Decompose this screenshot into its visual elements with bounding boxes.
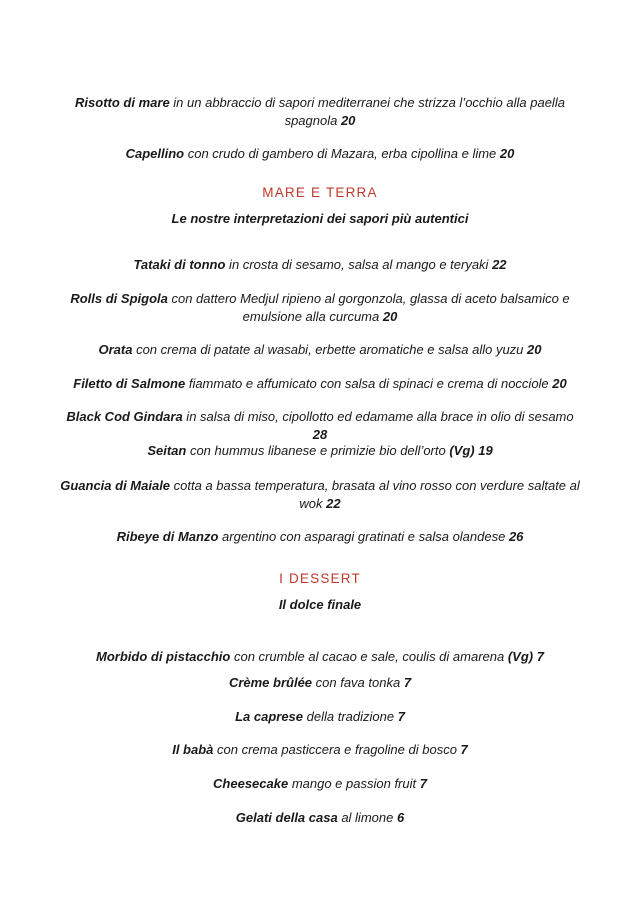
dish-price: 20: [499, 146, 515, 161]
dish-name: Black Cod Gindara: [66, 409, 183, 424]
dish-description: in crosta di sesamo, salsa al mango e teryaki: [225, 257, 493, 272]
section-subtitle-dessert: Il dolce finale: [278, 597, 362, 612]
dish-name: Guancia di Maiale: [60, 478, 171, 493]
dish-name: Gelati della casa: [235, 810, 338, 825]
dish-name: Tataki di tonno: [133, 257, 226, 272]
menu-item: [60, 145, 580, 163]
dish-name: Seitan: [147, 443, 187, 458]
dish-price: 22: [492, 257, 507, 272]
section-heading-mare-terra: MARE E TERRA: [262, 185, 378, 200]
dish-price: 20: [382, 309, 398, 324]
dish-description: al limone: [337, 810, 397, 825]
dish-description: argentino con asparagi gratinati e salsa olandese: [218, 529, 509, 544]
menu-item: [60, 256, 580, 274]
dish-description: con crema di patate al wasabi, erbette aromatiche e salsa allo yuzu: [132, 342, 528, 357]
menu-item: [60, 341, 580, 359]
dish-price: 28: [312, 427, 328, 442]
dish-name: Crème brûlée: [228, 675, 313, 690]
dish-description: in salsa di miso, cipollotto ed edamame alla brace in olio di sesamo: [182, 409, 574, 424]
dish-description: della tradizione: [303, 709, 398, 724]
dish-price: 6: [396, 810, 405, 825]
section-heading-dessert: I DESSERT: [279, 571, 361, 586]
dish-description: in un abbraccio di sapori mediterranei che strizza l’occhio alla paella spagnola: [169, 95, 565, 128]
menu-item: [60, 528, 580, 546]
dish-name: Ribeye di Manzo: [116, 529, 219, 544]
menu-item: [60, 648, 580, 666]
dish-description: con fava tonka: [312, 675, 404, 690]
dish-price: 7: [397, 709, 405, 724]
section-subtitle-mare-terra: Le nostre interpretazioni dei sapori più autentici: [171, 211, 469, 226]
dish-description: cotta a bassa temperatura, brasata al vino rosso con verdure saltate al wok: [170, 478, 580, 511]
dish-name: Filetto di Salmone: [73, 376, 186, 391]
menu-item: [60, 708, 580, 726]
dish-description: con crudo di gambero di Mazara, erba cipollina e lime: [184, 146, 500, 161]
menu-item: [60, 375, 580, 393]
dish-description: con crumble al cacao e sale, coulis di amarena: [230, 649, 508, 664]
dish-description: con hummus libanese e primizie bio dell’orto: [186, 443, 450, 458]
dish-name: Risotto di mare: [75, 95, 170, 110]
menu-item: [60, 775, 580, 793]
menu-item: [60, 408, 580, 444]
dish-description: con crema pasticcera e fragoline di bosco: [213, 742, 461, 757]
dish-price: 20: [552, 376, 567, 391]
menu-item: [60, 674, 580, 692]
dish-price: (Vg) 7: [507, 649, 544, 664]
dish-price: (Vg) 19: [449, 443, 493, 458]
dish-name: Il babà: [172, 742, 214, 757]
dish-price: 7: [460, 742, 468, 757]
dish-description: con dattero Medjul ripieno al gorgonzola, glassa di aceto balsamico e emulsione alla curcuma: [167, 291, 570, 324]
dish-price: 22: [326, 496, 341, 511]
menu-item: [60, 290, 580, 326]
menu-item: [60, 477, 580, 513]
dish-description: fiammato e affumicato con salsa di spinaci e crema di nocciole: [185, 376, 553, 391]
dish-name: Rolls di Spigola: [70, 291, 168, 306]
menu-item: [60, 809, 580, 827]
dish-price: 20: [340, 113, 356, 128]
dish-name: Cheesecake: [213, 776, 289, 791]
menu-item: [60, 741, 580, 759]
dish-price: 20: [527, 342, 542, 357]
dish-name: Capellino: [125, 146, 185, 161]
menu-item: [60, 442, 580, 460]
dish-name: Orata: [98, 342, 133, 357]
dish-name: La caprese: [235, 709, 304, 724]
dish-price: 7: [419, 776, 427, 791]
menu-item: [60, 94, 580, 130]
dish-price: 7: [403, 675, 412, 690]
dish-description: mango e passion fruit: [288, 776, 420, 791]
dish-price: 26: [508, 529, 524, 544]
dish-name: Morbido di pistacchio: [96, 649, 231, 664]
